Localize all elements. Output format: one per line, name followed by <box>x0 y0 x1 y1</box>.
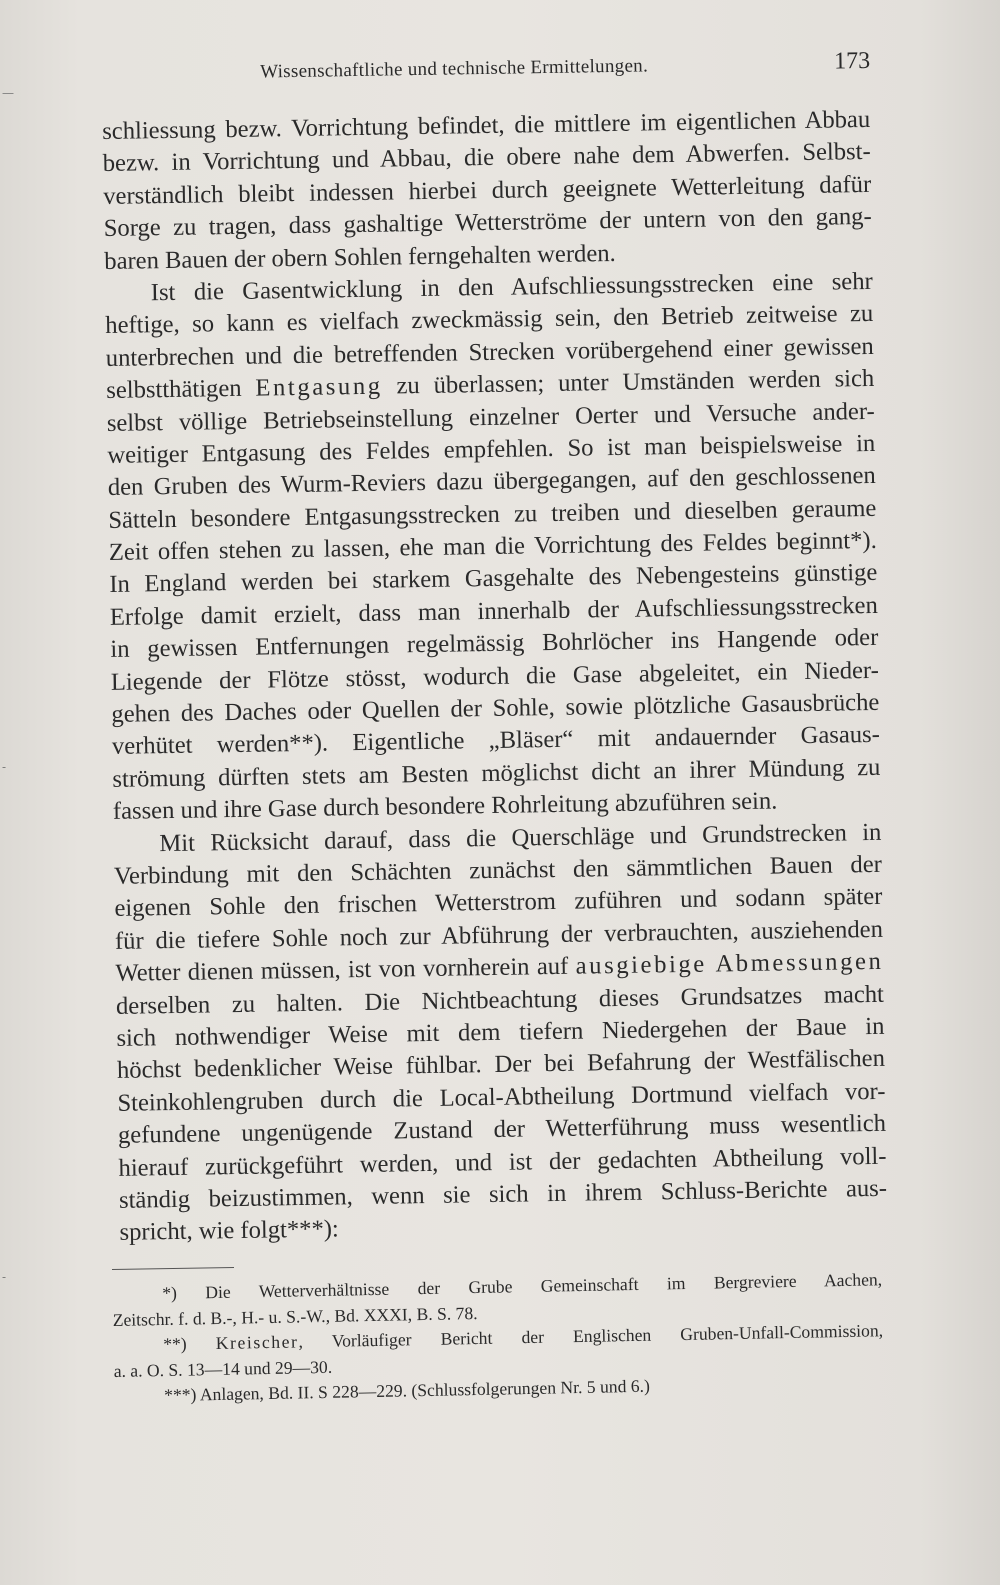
text-line: selbst völlige Betriebseinstellung einzelner Oerter und Versuche ander- <box>106 397 875 437</box>
text-line: selbstthätigen Entgasung zu überlassen; unter Umständen werden sich <box>106 365 875 405</box>
text-line: unterbrechen und die betreffenden Strecken vorübergehend einer gewissen <box>105 332 874 372</box>
page-number: 173 <box>833 47 871 75</box>
text-line: Sorge zu tragen, dass gashaltige Wetterströme der untern von den gang- <box>103 203 872 243</box>
text-line: fassen und ihre Gase durch besondere Rohrleitung abzuführen sein. <box>112 787 778 826</box>
text-line: Erfolge damit erzielt, dass man innerhalb der Aufschliessungsstrecken <box>109 591 878 631</box>
footnote-line: **) Kreischer, Vorläufiger Bericht der Englischen Gruben-Unfall-Commission, <box>163 1320 884 1355</box>
spaced-author-name: Kreischer <box>215 1331 299 1354</box>
footnote-separator <box>112 1267 234 1270</box>
text-line: verhütet werden**). Eigentliche „Bläser“ mit andauernder Gasaus- <box>111 721 881 761</box>
text-line: eigenen Sohle den frischen Wetterstrom zuführen und sodann später <box>114 883 883 923</box>
text-line: Steinkohlengruben durch die Local-Abtheilung Dortmund vielfach vor- <box>117 1077 886 1117</box>
spaced-emphasis: ausgiebige Abmessungen <box>575 947 884 980</box>
text-line: verständlich bleibt indessen hierbei durch geeignete Wetterleitung dafür <box>103 170 872 210</box>
text-line: den Gruben des Wurm-Reviers dazu übergegangen, auf den geschlossenen <box>107 462 876 502</box>
paragraph-start-line: Mit Rücksicht darauf, dass die Querschläge und Grundstrecken in <box>159 818 882 857</box>
footnote-line: *) Die Wetterverhältnisse der Grube Gemeinschaft im Bergreviere Aachen, <box>162 1269 883 1304</box>
text-line: Sätteln besondere Entgasungsstrecken zu treiben und dieselben geraume <box>108 494 877 534</box>
text-line: Zeit offen stehen zu lassen, ehe man die Vorrichtung des Feldes beginnt*). <box>108 526 877 567</box>
running-header <box>100 47 871 92</box>
text-line: spricht, wie folgt***): <box>119 1215 339 1247</box>
text-line: strömung dürften stets am Besten möglichst dicht an ihrer Mündung zu <box>112 753 881 793</box>
margin-mark: - <box>2 760 7 774</box>
text-line: bezw. in Vorrichtung und Abbau, die obere nahe dem Abwerfen. Selbst- <box>102 138 871 178</box>
text-line: gehen des Daches oder Quellen der Sohle, sowie plötzliche Gasausbrüche <box>111 688 880 728</box>
text-line: ständig beizustimmen, wenn sie sich in ihrem Schluss-Berichte aus- <box>118 1174 888 1214</box>
text-line: sich nothwendiger Weise mit dem tiefern Niedergehen der Baue in <box>116 1012 885 1052</box>
margin-mark: - <box>2 1270 7 1284</box>
text-line: heftige, so kann es vielfach zweckmässig sein, den Betrieb zeitweise zu <box>105 300 874 340</box>
footnotes <box>112 1267 884 1409</box>
text-line: gefundene ungenügende Zustand der Wetterführung muss wesentlich <box>117 1109 887 1149</box>
body-text <box>102 104 888 1250</box>
text-line: derselben zu halten. Die Nichtbeachtung dieses Grundsatzes macht <box>115 980 885 1020</box>
text-line: für die tiefere Sohle noch zur Abführung der verbrauchten, ausziehenden <box>114 915 884 955</box>
margin-mark: — <box>2 86 14 100</box>
text-line: Verbindung mit den Schächten zunächst den sämmtlichen Bauen der <box>113 850 883 890</box>
text-line: Liegende der Flötze stösst, wodurch die Gase abgeleitet, ein Nieder- <box>110 656 880 696</box>
running-title: Wissenschaftliche und technische Ermittelungen. <box>260 55 649 83</box>
footnote-line: Zeitschr. f. d. B.-, H.- u. S.-W., Bd. XXXI, B. S. 78. <box>112 1302 478 1330</box>
text-line: In England werden bei starkem Gasgehalte des Nebengesteins günstige <box>109 559 878 599</box>
footnote-line: a. a. O. S. 13—14 und 29—30. <box>113 1356 333 1381</box>
text-line: schliessung bezw. Vorrichtung befindet, die mittlere im eigentlichen Abbau <box>102 105 871 145</box>
footnote-line: ***) Anlagen, Bd. II. S 228—229. (Schlussfolgerungen Nr. 5 und 6.) <box>163 1375 651 1406</box>
spaced-emphasis: Entgasung <box>255 372 383 402</box>
text-line: Wetter dienen müssen, ist von vornherein auf ausgiebige Abmessungen <box>115 947 884 988</box>
text-line: höchst bedenklicher Weise fühlbar. Der bei Befahrung der Westfälischen <box>116 1045 886 1085</box>
text-line: hierauf zurückgeführt werden, und ist der gedachten Abtheilung voll- <box>118 1142 887 1182</box>
text-line: weitiger Entgasung des Feldes empfehlen. So ist man beispielsweise in <box>107 429 876 469</box>
text-line: baren Bauen der obern Sohlen ferngehalten werden. <box>104 239 616 275</box>
text-line: in gewissen Entfernungen regelmässig Bohrlöcher ins Hangende oder <box>110 624 879 664</box>
paragraph-start-line: Ist die Gasentwicklung in den Aufschliessungsstrecken eine sehr <box>150 267 873 307</box>
